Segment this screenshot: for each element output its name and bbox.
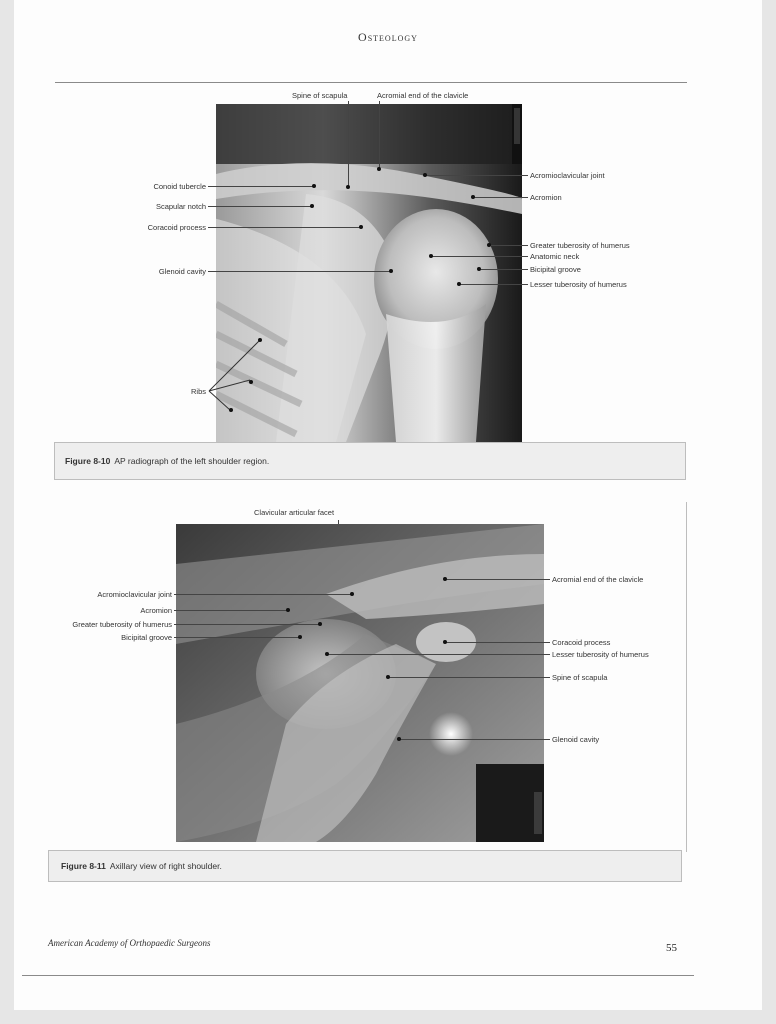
leader-line	[460, 284, 528, 285]
marker-dot	[229, 408, 233, 412]
leader-line	[174, 624, 320, 625]
page-number: 55	[666, 942, 677, 954]
caption-text: Axillary view of right shoulder.	[109, 861, 222, 871]
leader-line	[446, 579, 550, 580]
label-bicipital-groove: Bicipital groove	[530, 265, 581, 274]
marker-dot	[443, 640, 447, 644]
leader-line	[348, 101, 349, 187]
label-acromion: Acromion	[530, 193, 562, 202]
marker-dot	[443, 577, 447, 581]
label-clavicular-facet: Clavicular articular facet	[254, 508, 335, 517]
leader-line	[174, 594, 352, 595]
marker-dot	[318, 622, 322, 626]
label-conoid-tubercle: Conoid tubercle	[153, 182, 206, 191]
marker-dot	[423, 173, 427, 177]
label-acromion-2: Acromion	[140, 606, 172, 615]
label-glenoid-cavity-2: Glenoid cavity	[552, 735, 600, 744]
label-ribs: Ribs	[190, 387, 206, 396]
label-bicipital-groove-2: Bicipital groove	[121, 633, 172, 642]
marker-dot	[389, 269, 393, 273]
leader-line	[474, 197, 528, 198]
marker-dot	[312, 184, 316, 188]
label-acromial-end: Acromial end of the clavicle	[377, 91, 469, 100]
marker-dot	[258, 338, 262, 342]
marker-dot	[457, 282, 461, 286]
marker-dot	[397, 737, 401, 741]
marker-dot	[487, 243, 491, 247]
label-acromioclavicular-joint-2: Acromioclavicular joint	[97, 590, 172, 599]
figure-8-10-caption	[54, 442, 686, 480]
leader-line	[208, 227, 360, 228]
leader-line	[389, 677, 550, 678]
leader-line	[174, 637, 300, 638]
label-glenoid-cavity: Glenoid cavity	[158, 267, 206, 276]
label-lesser-tuberosity: Lesser tuberosity of humerus	[530, 280, 627, 289]
marker-dot	[286, 608, 290, 612]
label-lesser-tuberosity-2: Lesser tuberosity of humerus	[552, 650, 649, 659]
figure-8-11-radiograph	[176, 524, 544, 842]
leader-line	[400, 739, 550, 740]
header-rule	[55, 82, 687, 83]
marker-dot	[429, 254, 433, 258]
marker-dot	[346, 185, 350, 189]
leader-line	[426, 175, 528, 176]
marker-dot	[325, 652, 329, 656]
marker-dot	[386, 675, 390, 679]
label-scapular-notch: Scapular notch	[155, 202, 206, 211]
leader-line	[174, 610, 288, 611]
copyright-strip	[514, 108, 520, 144]
leader-line	[490, 245, 528, 246]
caption-text: AP radiograph of the left shoulder region.	[114, 456, 270, 466]
figure-border	[686, 502, 687, 852]
label-greater-tuberosity: Greater tuberosity of humerus	[530, 241, 630, 250]
leader-line	[208, 186, 314, 187]
label-coracoid-process-2: Coracoid process	[552, 638, 611, 647]
marker-dot	[298, 635, 302, 639]
marker-dot	[377, 167, 381, 171]
label-coracoid-process: Coracoid process	[147, 223, 206, 232]
figure-8-11-caption	[48, 850, 682, 882]
leader-line	[432, 256, 528, 257]
leader-line	[446, 642, 550, 643]
publisher-footer: American Academy of Orthopaedic Surgeons	[48, 938, 211, 948]
marker-dot	[359, 225, 363, 229]
marker-dot	[249, 380, 253, 384]
label-greater-tuberosity-2: Greater tuberosity of humerus	[72, 620, 172, 629]
footer-rule	[22, 975, 694, 976]
label-acromioclavicular-joint: Acromioclavicular joint	[530, 171, 605, 180]
leader-line	[208, 271, 390, 272]
leader-line	[480, 269, 528, 270]
leader-line	[208, 206, 312, 207]
caption-number: Figure 8-10	[65, 456, 111, 466]
running-header: Osteology	[358, 30, 418, 44]
marker-dot	[471, 195, 475, 199]
marker-dot	[350, 592, 354, 596]
label-spine-of-scapula-2: Spine of scapula	[552, 673, 608, 682]
leader-line	[328, 654, 550, 655]
label-spine-of-scapula: Spine of scapula	[292, 91, 348, 100]
marker-dot	[310, 204, 314, 208]
label-anatomic-neck: Anatomic neck	[530, 252, 580, 261]
ribs-bracket	[206, 336, 266, 416]
caption-number: Figure 8-11	[61, 861, 106, 871]
leader-line	[379, 101, 380, 169]
label-acromial-end-2: Acromial end of the clavicle	[552, 575, 644, 584]
marker-dot	[477, 267, 481, 271]
